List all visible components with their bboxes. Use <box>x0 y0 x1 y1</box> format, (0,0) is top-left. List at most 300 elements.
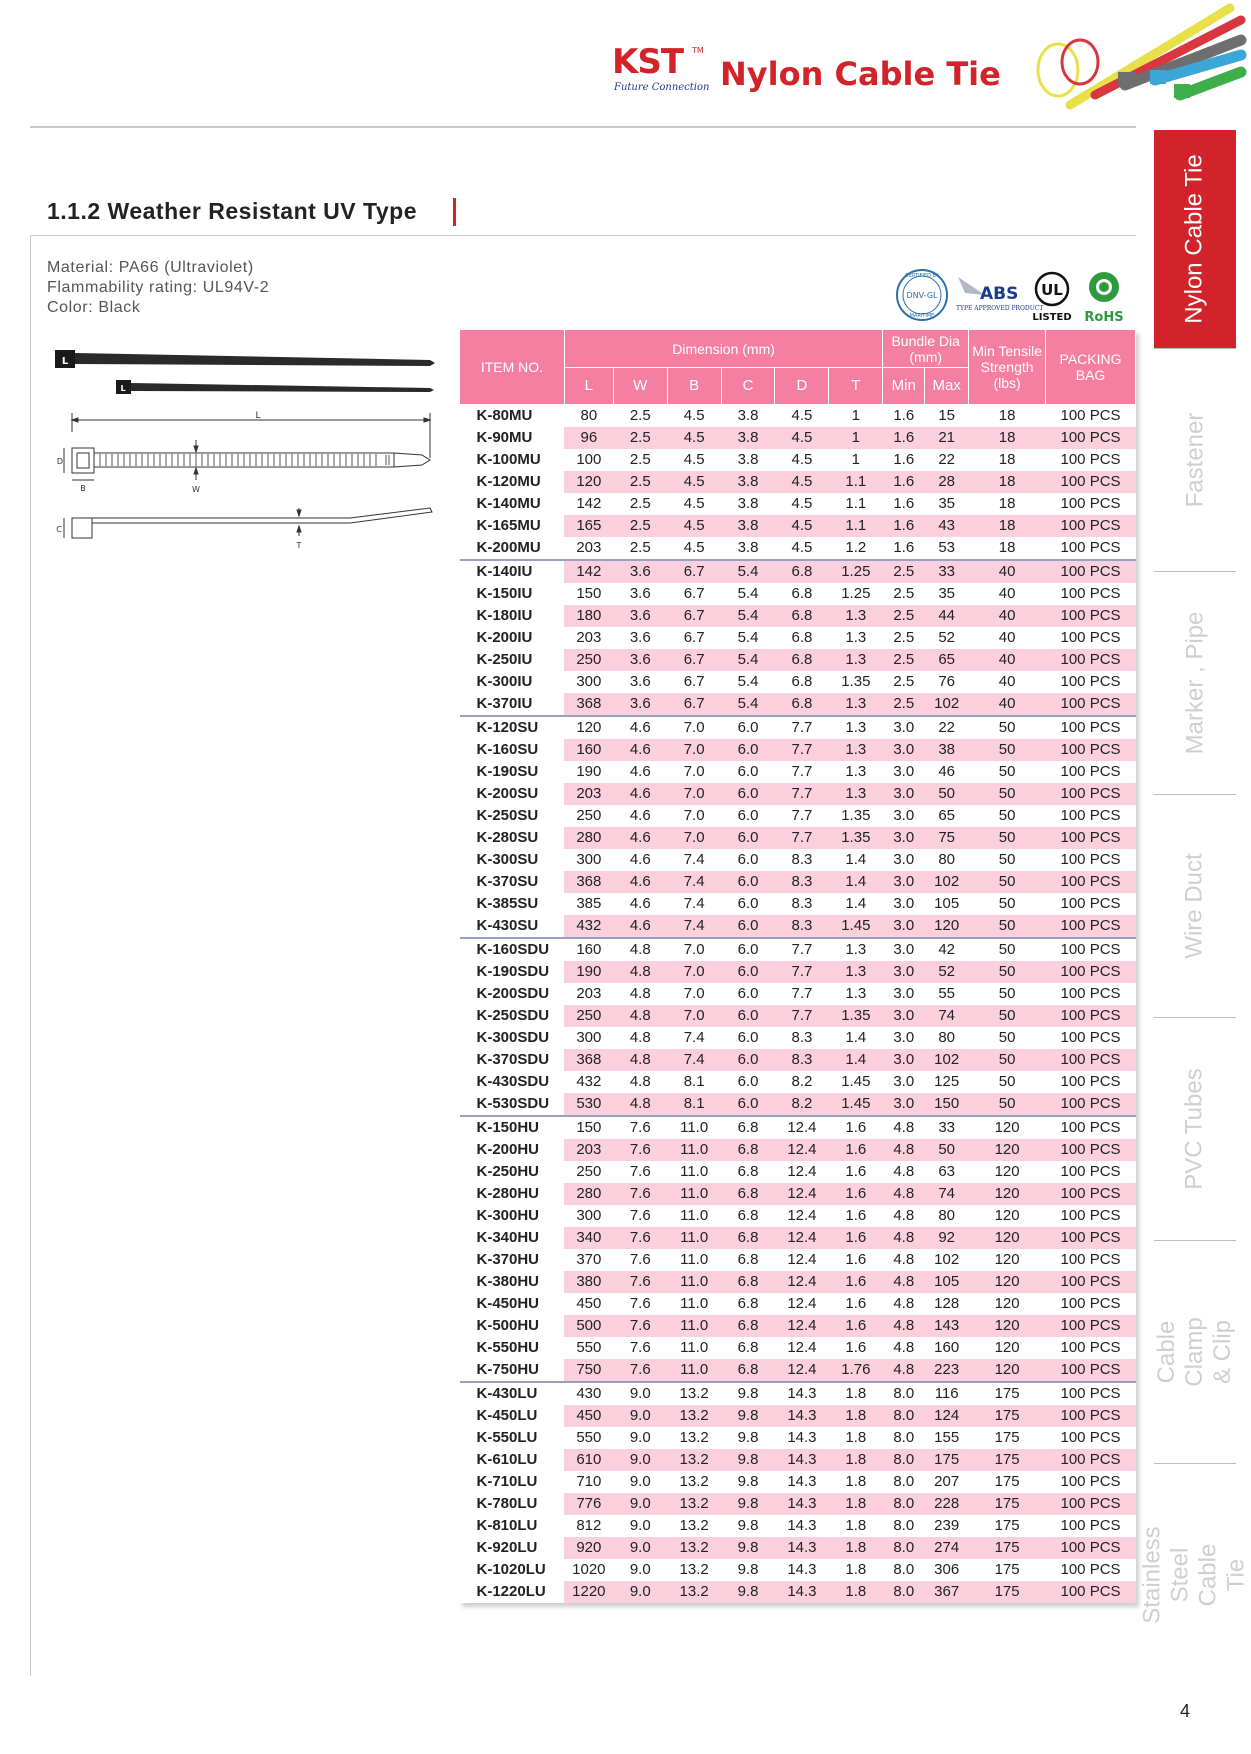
table-cell: 6.8 <box>791 673 813 690</box>
table-cell: 8.3 <box>791 851 813 868</box>
table-cell: 50 <box>925 783 969 805</box>
tab-label: Wire Duct <box>1181 853 1208 959</box>
table-cell: 430 <box>564 1382 613 1405</box>
table-cell: 3.8 <box>737 407 759 424</box>
table-cell: 40 <box>969 560 1046 583</box>
header-packing-bag: PACKING BAG <box>1046 330 1136 405</box>
item-no-cell: K-810LU <box>460 1515 565 1537</box>
table-cell: 53 <box>938 539 956 556</box>
logo-text: KST <box>612 42 684 82</box>
table-cell: 14.3 <box>787 1429 817 1446</box>
table-cell: 12.4 <box>775 1116 829 1139</box>
table-cell: 5.4 <box>721 693 775 716</box>
item-no-cell: K-340HU <box>460 1227 565 1249</box>
table-cell: 175 <box>969 1449 1046 1471</box>
table-cell: 190 <box>576 763 602 780</box>
tab-stainless-steel-cable-tie[interactable] <box>1139 1463 1251 1686</box>
table-cell: 12.4 <box>775 1315 829 1337</box>
table-cell: 9.0 <box>613 1537 667 1559</box>
table-cell: 52 <box>925 961 969 983</box>
table-row <box>460 1005 1136 1027</box>
page-header <box>0 0 1241 128</box>
table-cell: 142 <box>564 560 613 583</box>
svg-text:RoHS: RoHS <box>1084 310 1124 325</box>
table-cell: 160 <box>934 1339 960 1356</box>
page-title: Nylon Cable Tie <box>720 55 1001 93</box>
table-cell: 1.6 <box>845 1207 867 1224</box>
table-cell: 40 <box>969 649 1046 671</box>
dimension-label-d: D <box>56 457 64 466</box>
item-no-cell: K-430LU <box>460 1382 565 1405</box>
table-cell: 1.35 <box>841 673 871 690</box>
tab-marker-pipe[interactable] <box>1154 571 1236 794</box>
logo-tagline: Future Connection <box>614 82 710 93</box>
material-line: Material: PA66 (Ultraviolet) <box>47 259 254 276</box>
table-row <box>460 716 1136 739</box>
table-cell: 3.6 <box>629 673 651 690</box>
table-cell: 8.0 <box>883 1581 925 1603</box>
table-cell: 8.3 <box>775 1049 829 1071</box>
table-cell: 22 <box>938 451 956 468</box>
table-cell: 1.3 <box>829 605 883 627</box>
table-cell: 3.0 <box>893 763 915 780</box>
table-cell: 100 PCS <box>1060 539 1121 556</box>
table-cell: 40 <box>998 585 1016 602</box>
table-cell: 14.3 <box>775 1493 829 1515</box>
item-no-cell: K-530SDU <box>460 1093 565 1116</box>
table-cell: 1.45 <box>829 1093 883 1116</box>
table-cell: 3.8 <box>737 539 759 556</box>
table-cell: 368 <box>564 1049 613 1071</box>
top-view-diagram <box>64 413 430 480</box>
table-cell: 340 <box>564 1227 613 1249</box>
table-cell: 125 <box>934 1073 960 1090</box>
table-cell: 2.5 <box>893 673 915 690</box>
table-cell: 4.8 <box>883 1359 925 1382</box>
table-cell: 105 <box>934 895 960 912</box>
table-cell: 175 <box>969 1537 1046 1559</box>
table-cell: 120 <box>969 1116 1046 1139</box>
table-cell: 13.2 <box>667 1405 721 1427</box>
table-cell: 6.8 <box>721 1227 775 1249</box>
table-cell: 370 <box>576 1251 602 1268</box>
table-cell: 4.8 <box>629 985 651 1002</box>
table-cell: 100 PCS <box>1046 827 1136 849</box>
table-cell: 120 <box>925 915 969 938</box>
table-cell: 2.5 <box>613 471 667 493</box>
table-cell: 52 <box>938 629 956 646</box>
table-cell: 4.8 <box>883 1271 925 1293</box>
table-cell: 44 <box>925 605 969 627</box>
table-cell: 7.4 <box>667 1049 721 1071</box>
table-cell: 100 PCS <box>1046 1183 1136 1205</box>
table-cell: 1.8 <box>845 1561 867 1578</box>
table-cell: 14.3 <box>775 1405 829 1427</box>
table-cell: 120 <box>564 716 613 739</box>
table-cell: 13.2 <box>679 1561 709 1578</box>
table-cell: 9.8 <box>737 1429 759 1446</box>
table-cell: 102 <box>934 1251 960 1268</box>
tab-fastener[interactable] <box>1154 348 1236 571</box>
table-cell: 4.8 <box>629 1073 651 1090</box>
table-cell: 160 <box>564 739 613 761</box>
table-cell: 3.0 <box>893 1029 915 1046</box>
table-cell: 1.3 <box>845 985 867 1002</box>
table-cell: 100 PCS <box>1060 495 1121 512</box>
table-cell: 7.0 <box>667 961 721 983</box>
table-cell: 300 <box>576 673 602 690</box>
table-cell: 14.3 <box>787 1561 817 1578</box>
table-cell: 300 <box>576 1029 602 1046</box>
item-no-cell: K-160SU <box>460 739 565 761</box>
table-cell: 50 <box>998 851 1016 868</box>
table-cell: 14.3 <box>775 1537 829 1559</box>
item-no-cell: K-200IU <box>460 627 565 649</box>
table-cell: 13.2 <box>679 1473 709 1490</box>
item-no-cell: K-200SU <box>460 783 565 805</box>
table-cell: 100 PCS <box>1060 407 1121 424</box>
table-cell: 306 <box>934 1561 960 1578</box>
table-cell: 18 <box>998 495 1016 512</box>
flammability-line: Flammability rating: UL94V-2 <box>47 279 270 296</box>
tab-wire-duct[interactable] <box>1154 794 1236 1017</box>
table-cell: 13.2 <box>667 1449 721 1471</box>
table-cell: 120 <box>969 1315 1046 1337</box>
table-cell: 1.35 <box>841 807 871 824</box>
table-cell: 100 PCS <box>1046 1537 1136 1559</box>
table-cell: 120 <box>994 1339 1020 1356</box>
table-cell: 3.8 <box>737 495 759 512</box>
cable-tie-illustration <box>50 340 440 620</box>
table-cell: 6.8 <box>737 1295 759 1312</box>
table-cell: 50 <box>969 1093 1046 1116</box>
table-cell: 14.3 <box>775 1581 829 1603</box>
table-cell: 21 <box>925 427 969 449</box>
table-row <box>460 605 1136 627</box>
dimension-label-b: B <box>80 484 86 493</box>
item-no-cell: K-280HU <box>460 1183 565 1205</box>
table-cell: 11.0 <box>667 1271 721 1293</box>
table-cell: 1.3 <box>845 629 867 646</box>
table-cell: 100 PCS <box>1060 451 1121 468</box>
table-cell: 203 <box>576 629 602 646</box>
table-cell: 4.5 <box>775 471 829 493</box>
table-cell: 385 <box>576 895 602 912</box>
table-cell: 105 <box>925 1271 969 1293</box>
table-cell: 11.0 <box>667 1116 721 1139</box>
table-cell: 1.6 <box>829 1315 883 1337</box>
table-cell: 9.8 <box>721 1382 775 1405</box>
table-cell: 367 <box>925 1581 969 1603</box>
table-cell: 250 <box>576 1163 602 1180</box>
table-cell: 610 <box>564 1449 613 1471</box>
table-cell: 40 <box>969 605 1046 627</box>
table-cell: 8.0 <box>893 1517 915 1534</box>
table-cell: 55 <box>938 985 956 1002</box>
table-cell: 7.6 <box>629 1251 651 1268</box>
table-cell: 100 PCS <box>1046 1093 1136 1116</box>
table-cell: 6.8 <box>721 1139 775 1161</box>
header-b: B <box>667 368 721 405</box>
table-cell: 100 PCS <box>1046 560 1136 583</box>
item-no-cell: K-140MU <box>460 493 565 515</box>
table-row <box>460 1337 1136 1359</box>
dimension-label-c: C <box>56 525 62 534</box>
tab-label: Stainless Steel Cable Tie <box>1139 1526 1251 1624</box>
table-cell: 3.0 <box>893 985 915 1002</box>
table-cell: 6.0 <box>721 1093 775 1116</box>
table-cell: 100 PCS <box>1060 1561 1121 1578</box>
table-cell: 150 <box>564 1116 613 1139</box>
table-cell: 38 <box>925 739 969 761</box>
table-cell: 4.8 <box>883 1139 925 1161</box>
table-cell: 14.3 <box>787 1473 817 1490</box>
table-cell: 450 <box>576 1295 602 1312</box>
header-d: D <box>775 368 829 405</box>
table-cell: 2.5 <box>629 539 651 556</box>
dimension-label-w: W <box>192 485 200 494</box>
table-cell: 50 <box>969 938 1046 961</box>
table-cell: 65 <box>925 649 969 671</box>
table-cell: 3.0 <box>883 739 925 761</box>
table-cell: 50 <box>969 961 1046 983</box>
table-cell: 4.6 <box>613 716 667 739</box>
table-cell: 3.6 <box>629 629 651 646</box>
header-w: W <box>613 368 667 405</box>
table-cell: 1.8 <box>829 1449 883 1471</box>
table-cell: 1.25 <box>829 560 883 583</box>
table-cell: 100 PCS <box>1046 649 1136 671</box>
table-cell: 6.8 <box>721 1315 775 1337</box>
table-cell: 1.1 <box>829 515 883 537</box>
table-cell: 35 <box>938 495 956 512</box>
item-no-cell: K-370HU <box>460 1249 565 1271</box>
table-cell: 1.3 <box>829 961 883 983</box>
table-cell: 28 <box>925 471 969 493</box>
table-cell: 1.8 <box>845 1517 867 1534</box>
table-cell: 4.5 <box>667 515 721 537</box>
item-no-cell: K-385SU <box>460 893 565 915</box>
table-cell: 9.8 <box>721 1581 775 1603</box>
table-cell: 1.6 <box>829 1271 883 1293</box>
table-cell: 7.6 <box>613 1271 667 1293</box>
table-cell: 100 PCS <box>1046 961 1136 983</box>
table-cell: 7.0 <box>667 739 721 761</box>
table-cell: 12.4 <box>787 1163 817 1180</box>
table-cell: 250 <box>576 807 602 824</box>
table-cell: 9.0 <box>613 1581 667 1603</box>
table-cell: 2.5 <box>629 451 651 468</box>
tab-cable-clamp-clip[interactable] <box>1154 1240 1236 1463</box>
table-cell: 100 PCS <box>1046 1449 1136 1471</box>
item-no-cell: K-200MU <box>460 537 565 560</box>
table-cell: 100 PCS <box>1046 1359 1136 1382</box>
table-cell: 4.8 <box>613 1093 667 1116</box>
table-cell: 250 <box>564 649 613 671</box>
tab-label: Fastener <box>1181 412 1208 508</box>
table-cell: 3.8 <box>721 427 775 449</box>
table-cell: 175 <box>994 1473 1020 1490</box>
item-no-cell: K-920LU <box>460 1537 565 1559</box>
table-cell: 6.8 <box>737 1163 759 1180</box>
table-cell: 175 <box>969 1581 1046 1603</box>
table-cell: 6.8 <box>791 585 813 602</box>
table-cell: 7.6 <box>629 1339 651 1356</box>
table-cell: 7.6 <box>613 1139 667 1161</box>
table-cell: 8.0 <box>883 1449 925 1471</box>
table-cell: 100 PCS <box>1046 1139 1136 1161</box>
table-cell: 7.0 <box>683 807 705 824</box>
kst-logo <box>612 42 710 97</box>
table-cell: 1.8 <box>829 1382 883 1405</box>
table-cell: 124 <box>925 1405 969 1427</box>
table-cell: 11.0 <box>680 1207 709 1224</box>
table-cell: 13.2 <box>679 1429 709 1446</box>
table-cell: 65 <box>938 807 956 824</box>
table-cell: 120 <box>969 1227 1046 1249</box>
tab-nylon-cable-tie[interactable] <box>1154 130 1236 348</box>
header-bundle-dia: Bundle Dia (mm) <box>883 330 969 368</box>
table-cell: 7.7 <box>775 938 829 961</box>
table-cell: 4.5 <box>683 495 705 512</box>
table-cell: 1.3 <box>829 649 883 671</box>
table-cell: 100 PCS <box>1046 1581 1136 1603</box>
table-row <box>460 1293 1136 1315</box>
table-cell: 1 <box>851 407 860 424</box>
svg-text:L: L <box>120 384 126 393</box>
table-row <box>460 915 1136 938</box>
table-row <box>460 627 1136 649</box>
table-cell: 2.5 <box>883 693 925 716</box>
table-cell: 6.0 <box>721 827 775 849</box>
item-no-cell: K-200HU <box>460 1139 565 1161</box>
table-cell: 432 <box>576 1073 602 1090</box>
item-no-cell: K-190SDU <box>460 961 565 983</box>
table-cell: 102 <box>925 693 969 716</box>
table-cell: 4.8 <box>613 1049 667 1071</box>
table-cell: 5.4 <box>737 629 759 646</box>
table-cell: 13.2 <box>667 1537 721 1559</box>
table-cell: 2.5 <box>883 560 925 583</box>
table-cell: 40 <box>998 629 1016 646</box>
table-cell: 3.0 <box>883 1005 925 1027</box>
table-cell: 1.4 <box>845 895 867 912</box>
table-cell: 7.7 <box>791 985 813 1002</box>
table-cell: 1.25 <box>841 585 871 602</box>
table-cell: 80 <box>938 851 956 868</box>
table-cell: 175 <box>969 1382 1046 1405</box>
table-cell: 63 <box>938 1163 956 1180</box>
table-cell: 13.2 <box>679 1517 709 1534</box>
table-cell: 6.7 <box>667 560 721 583</box>
item-no-cell: K-150IU <box>460 583 565 605</box>
table-cell: 42 <box>925 938 969 961</box>
table-cell: 7.6 <box>613 1227 667 1249</box>
table-cell: 6.8 <box>737 1207 759 1224</box>
table-cell: 6.0 <box>721 961 775 983</box>
table-cell: 5.4 <box>721 649 775 671</box>
table-cell: 9.0 <box>613 1405 667 1427</box>
table-cell: 750 <box>564 1359 613 1382</box>
table-cell: 50 <box>969 915 1046 938</box>
table-cell: 3.0 <box>883 938 925 961</box>
table-row <box>460 560 1136 583</box>
table-cell: 120 <box>969 1359 1046 1382</box>
table-cell: 120 <box>994 1163 1020 1180</box>
header-item-no: ITEM NO. <box>460 330 565 405</box>
table-cell: 7.4 <box>667 915 721 938</box>
table-row <box>460 1205 1136 1227</box>
table-cell: 6.7 <box>667 605 721 627</box>
table-cell: 50 <box>925 1139 969 1161</box>
table-cell: 4.6 <box>629 851 651 868</box>
table-cell: 11.0 <box>667 1139 721 1161</box>
table-cell: 3.0 <box>883 1049 925 1071</box>
table-cell: 100 PCS <box>1060 851 1121 868</box>
section-title-accent <box>453 198 456 226</box>
table-cell: 4.6 <box>613 915 667 938</box>
table-cell: 4.5 <box>667 427 721 449</box>
table-cell: 6.8 <box>775 560 829 583</box>
table-row <box>460 405 1136 428</box>
table-cell: 100 PCS <box>1060 1429 1121 1446</box>
tab-label: Marker , Pipe <box>1181 611 1208 755</box>
table-cell: 100 PCS <box>1046 693 1136 716</box>
table-cell: 100 PCS <box>1046 427 1136 449</box>
table-cell: 7.0 <box>667 783 721 805</box>
table-cell: 100 PCS <box>1046 1315 1136 1337</box>
table-cell: 1.6 <box>829 1139 883 1161</box>
table-cell: 250 <box>564 1005 613 1027</box>
table-cell: 100 PCS <box>1046 1493 1136 1515</box>
table-cell: 100 PCS <box>1060 1207 1121 1224</box>
table-cell: 8.3 <box>775 915 829 938</box>
table-cell: 12.4 <box>775 1271 829 1293</box>
table-cell: 1220 <box>564 1581 613 1603</box>
item-no-cell: K-300IU <box>460 671 565 693</box>
table-row <box>460 1249 1136 1271</box>
logo-trademark: TM <box>692 46 704 55</box>
item-no-cell: K-370SU <box>460 871 565 893</box>
table-cell: 7.0 <box>667 1005 721 1027</box>
table-cell: 12.4 <box>775 1227 829 1249</box>
table-cell: 9.8 <box>721 1537 775 1559</box>
table-cell: 7.7 <box>791 807 813 824</box>
table-row <box>460 739 1136 761</box>
table-cell: 8.0 <box>893 1429 915 1446</box>
table-cell: 7.7 <box>775 961 829 983</box>
table-cell: 14.3 <box>775 1449 829 1471</box>
table-cell: 40 <box>969 693 1046 716</box>
table-cell: 6.0 <box>737 1073 759 1090</box>
table-cell: 120 <box>994 1295 1020 1312</box>
table-cell: 7.7 <box>775 1005 829 1027</box>
table-cell: 33 <box>925 560 969 583</box>
table-cell: 1.6 <box>883 427 925 449</box>
table-cell: 100 PCS <box>1046 871 1136 893</box>
table-cell: 100 PCS <box>1060 673 1121 690</box>
spec-table <box>459 329 1136 1603</box>
table-cell: 1.6 <box>893 451 915 468</box>
table-cell: 1.8 <box>829 1537 883 1559</box>
cable-tie-photo-small <box>116 380 434 394</box>
item-no-cell: K-150HU <box>460 1116 565 1139</box>
table-row <box>460 1227 1136 1249</box>
table-cell: 50 <box>969 783 1046 805</box>
table-cell: 7.0 <box>667 827 721 849</box>
tab-pvc-tubes[interactable] <box>1154 1017 1236 1240</box>
table-cell: 100 <box>576 451 602 468</box>
